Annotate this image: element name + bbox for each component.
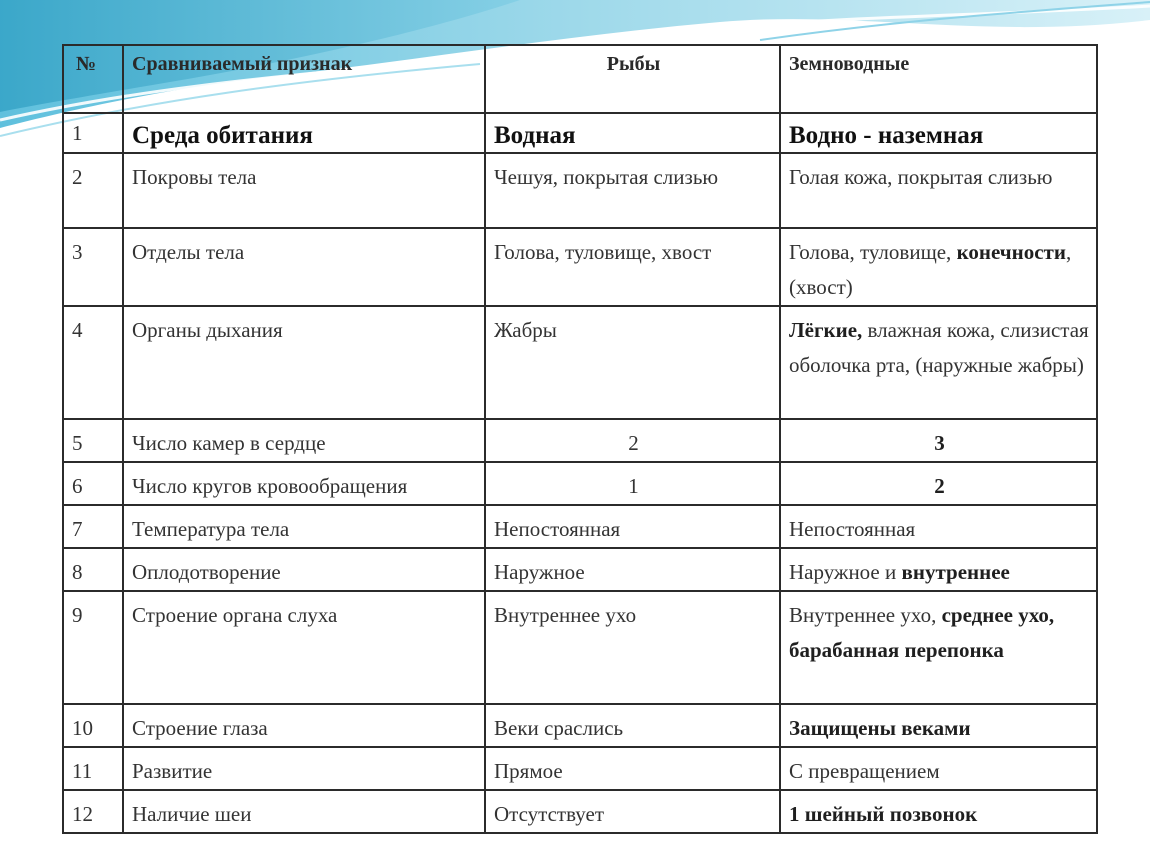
amphibians-cell [780,704,1097,747]
table-body [63,113,1097,833]
feature-cell: Число кругов кровообращения [123,462,485,505]
amphibians-cell [780,790,1097,833]
row-number: 11 [63,747,123,790]
bold-text: Лёгкие, [789,318,863,342]
bold-text: 3 [934,431,945,455]
bold-text: Защищены веками [789,716,971,740]
fish-cell: Голова, туловище, хвост [485,228,780,306]
feature-cell: Строение глаза [123,704,485,747]
feature-cell: Наличие шеи [123,790,485,833]
bold-text: 1 шейный позвонок [789,802,978,826]
text: Непостоянная [789,517,916,541]
row-number: 7 [63,505,123,548]
row-number: 1 [63,113,123,153]
amphibians-cell [780,153,1097,228]
bold-text: 2 [934,474,945,498]
fish-cell: Жабры [485,306,780,419]
row-number: 10 [63,704,123,747]
feature-cell: Отделы тела [123,228,485,306]
fish-cell: Чешуя, покрытая слизью [485,153,780,228]
fish-cell: 1 [485,462,780,505]
feature-cell: Строение органа слуха [123,591,485,704]
fish-cell: Веки сраслись [485,704,780,747]
text: С превращением [789,759,940,783]
header-feature: Сравниваемый признак [123,45,485,113]
table-row [63,704,1097,747]
text: Водно - наземная [789,122,984,149]
feature-cell: Число камер в сердце [123,419,485,462]
table-row [63,591,1097,704]
table-row [63,419,1097,462]
fish-cell: Отсутствует [485,790,780,833]
table-row [63,747,1097,790]
row-number: 5 [63,419,123,462]
feature-cell: Оплодотворение [123,548,485,591]
table-row [63,306,1097,419]
bold-text: конечности [956,240,1066,264]
feature-cell: Развитие [123,747,485,790]
text: Голая кожа, покрытая слизью [789,165,1053,189]
amphibians-cell [780,228,1097,306]
fish-cell: Внутреннее ухо [485,591,780,704]
fish-cell: 2 [485,419,780,462]
text: Внутреннее ухо, [789,603,942,627]
amphibians-cell [780,462,1097,505]
amphibians-cell [780,419,1097,462]
header-fish: Рыбы [485,45,780,113]
feature-cell: Покровы тела [123,153,485,228]
fish-cell: Водная [485,113,780,153]
text: , (хвост) [789,240,1072,299]
text: Голова, туловище, [789,240,957,264]
amphibians-cell [780,591,1097,704]
amphibians-cell [780,548,1097,591]
header-amphibians: Земноводные [780,45,1097,113]
comparison-table [62,44,1098,834]
row-number: 3 [63,228,123,306]
table-row [63,462,1097,505]
table-row [63,548,1097,591]
row-number: 8 [63,548,123,591]
amphibians-cell [780,113,1097,153]
feature-cell: Органы дыхания [123,306,485,419]
fish-cell: Прямое [485,747,780,790]
bold-text: внутреннее [901,560,1010,584]
table-row [63,228,1097,306]
text: влажная кожа, слизистая оболочка рта, (наружные жабры) [789,318,1089,377]
amphibians-cell [780,505,1097,548]
fish-cell: Непостоянная [485,505,780,548]
bold-text: среднее ухо, барабанная перепонка [789,603,1055,662]
header-row [63,45,1097,113]
feature-cell: Температура тела [123,505,485,548]
text: Наружное и [789,560,902,584]
row-number: 6 [63,462,123,505]
row-number: 12 [63,790,123,833]
row-number: 4 [63,306,123,419]
fish-cell: Наружное [485,548,780,591]
row-number: 9 [63,591,123,704]
table-row [63,790,1097,833]
table-row [63,505,1097,548]
table-row [63,113,1097,153]
feature-cell: Среда обитания [123,113,485,153]
amphibians-cell [780,306,1097,419]
amphibians-cell [780,747,1097,790]
header-number: № [63,45,123,113]
table-header [63,45,1097,113]
row-number: 2 [63,153,123,228]
table-row [63,153,1097,228]
